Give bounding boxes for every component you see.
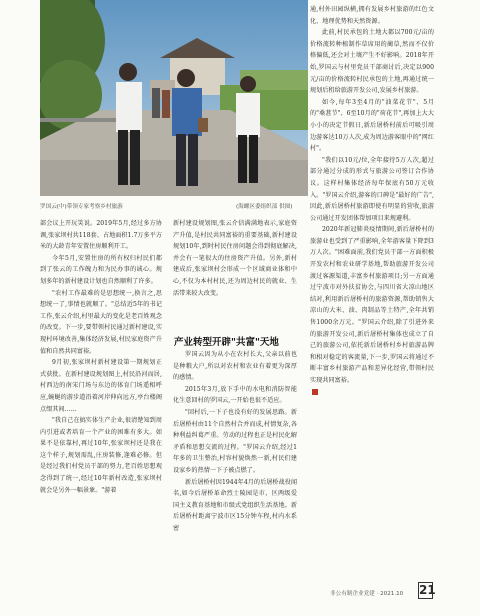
paragraph: 部会议上开玩笑说。2019年5月,经过多方协调,张家坝村共118套、占地面积1.7万多平方米的大龄青年安置住房顺利开工。 [40, 220, 162, 251]
paragraph: 9月初,张家坝村新村建设第一期规划正式获批。在新村建设规划图上,村民沿河而居,村西边的南宋门场与东边的体育门场遥相呼应,蜿蜒的游步道沿着河岸伸向远方,亭台楼阁点缀其间…… [40, 359, 162, 413]
paragraph: 2020年新冠肺炎疫情期间,新后屠桥村的旅游业也受到了严重影响,全年游客量下降到3万人次。"困难面前,我们党员干部一方面积极开发农村和农业研学基地,帮助旅游开发公司渡过客源渠道,丰富乡村旅游项目;另一方面通过宁波市对外扶贫协会,与四川省大凉山地区结对,利用新后屠桥村的旅游资源,帮助销售大凉山的大米、油、肉制品等土特产,全年共销售1000余万元。"罗国云介绍,除了引进外来的旅游开发公司,新后屠桥村集体也成立了自己的旅游公司,依托新后屠桥村乡村旅游品牌和相对稳定的客流量,下一步,罗国云将通过不断丰富乡村旅游产品和差异化经营,带领村民实现共同富裕。 [310, 226, 434, 384]
paragraph: 此前,村民承包的土地大都以700元/亩的价格流转种植制作草席用的蔺草,然而不仅价格偏低,还会对土壤产生不好影响。2018年开始,罗国云与村里党员干部商讨后,决定以900元/亩的价格流转村民承包的土地,再通过统一规划后租给旅游开发公司,发展乡村旅游。 [310, 29, 434, 95]
photo-image [40, 0, 308, 196]
paragraph: 新后屠桥村因1944年4月的后屠桥战役闻名,如今后屠桥革命烈士陵园是市、区两级爱国主义教育基地和市级式党组织生活基地。新后屠桥村距离宁波市区15分钟车程,村内水系密 [173, 478, 297, 532]
paragraph: 2015年3月,放下手中的水电和消防智能化生意回村的罗国云,一开始也很不适应。 [173, 385, 297, 405]
paragraph: "回村后,一下子也没有好的发展思路。新后屠桥村由11个自然村合并而成,村情复杂,各种利益纠葛严重。劳动的过程也正是村民化解矛盾和思想交流的过程。"罗国云介绍,经过1年多的卫生整治,村容村貌焕然一新,村民们建设家乡的热情一下子被点燃了。 [173, 408, 297, 474]
photo-credit: (海螺区委组织部 供图) [236, 204, 293, 210]
paragraph: "我们以10元/位,全年接待5万人次,超过部分通过分成的形式与旅游公司签订合作协议。这样村集体经济每年保底有50万元收入。"罗国云介绍,游客的口碑是"最好的广告",因此,新后屠桥村旅游即使有明显的营收,旅游公司通过开发团体帮加项目来规避利。 [310, 156, 434, 222]
section-heading: 产业转型开辟"共富"天地 [174, 337, 279, 348]
photo-caption: 罗国云(中)带领专家考察乡村旅游 [40, 204, 123, 210]
article-column-2-continued [173, 349, 297, 535]
paragraph: 新村建设规划图,张云介信满满地表示,家庭资产升值,是村民共同富裕的重要基础,新村建设规划10年,到时村民住房问题会得到彻底解决,并会有一笔很大的住房资产升值。另外,新村建成后,张家坝村会形成一个区域商业体和中心,不仅为本村村民,还为周边村民的就业、生活带来较大改变。 [173, 220, 297, 297]
paragraph: "农村工作最难的是思想统一,换言之,思想统一了,事情也就顺了。"总结近5年的书记工作,张云介绍,村里最大的变化是老百姓观念的改变。下一步,要带领村民通过新村建设,实现村环境改善,集体经济发展,村民家庭资产升值和自然共同富裕。 [40, 289, 162, 355]
article-column-1 [40, 218, 162, 496]
magazine-footer: 非公有制企业党建 · 2021.10 [330, 591, 404, 597]
article-column-2 [173, 218, 297, 299]
paragraph: 如今,每年3至4月的"油菜花节"、5月的"桑葚节"、6至10月的"荷花节",再加上大大小小的决定节假日,新后屠桥村前后可吸引周边游客达10万人次,成为周边游客眼中的"网红村"。 [310, 98, 434, 153]
page-number: 21 [419, 583, 436, 597]
paragraph: 通,村外田园纵横,拥有发展乡村旅游的红色文化、地理优势和天然资源。 [310, 6, 434, 25]
article-column-3 [310, 4, 434, 398]
article-end-mark-icon [312, 389, 318, 395]
paragraph: "我自己在搞实体生产企业,很清楚知到周内引进或者培育一个产业的困难有多大。如果不是依靠村,再过10年,张家坝村还是我在这个样子,规划需乱,庄房装修,逢难必修。但是经过我们村党员干部的努力,老百姓思想观念得到了统一,经过10年新村改造,张家坝村就会是另外一幅景象。"游着 [40, 417, 162, 494]
paragraph: 罗国云因为从小在农村长大,父亲以前也是种粮大户,所以对农村和农业有着更为深厚的感情。 [173, 351, 297, 382]
photo-officials-visit [40, 0, 308, 196]
paragraph: 今年5月,安置住房的所有权归村民们都到了张云的工作魄力和为民办事的诚心。规划多年的新村建设计划也自然顺利了许多。 [40, 254, 162, 285]
